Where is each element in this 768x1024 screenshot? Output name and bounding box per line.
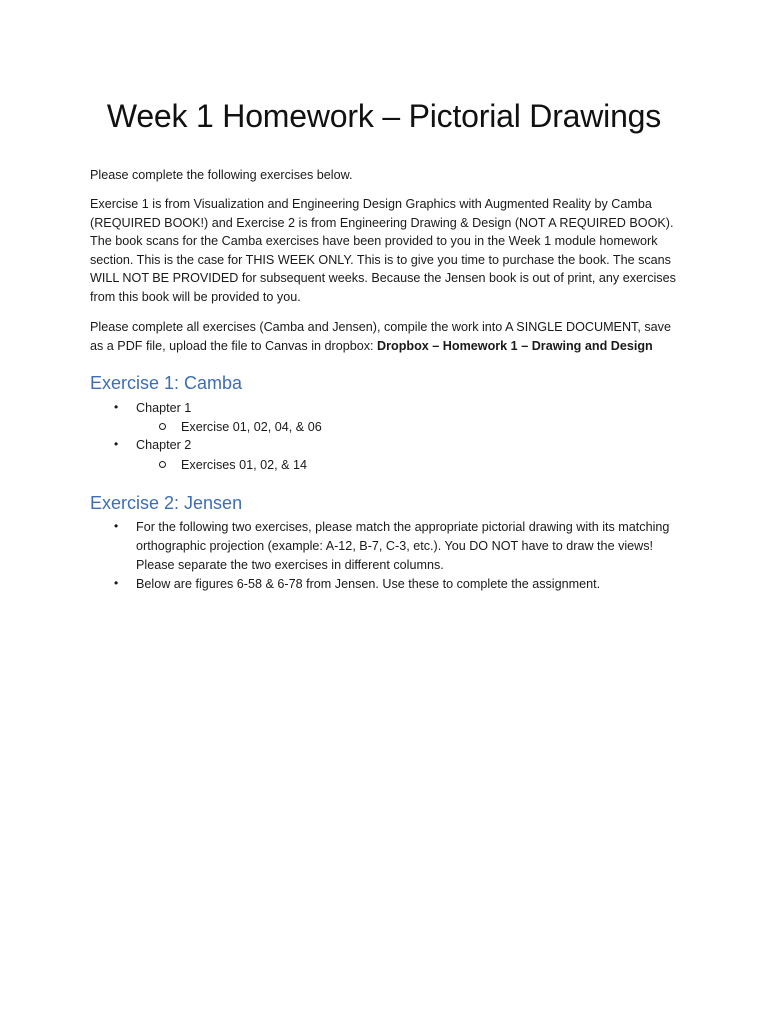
- bullet-icon: •: [114, 400, 119, 414]
- jensen-bullet-2: Below are figures 6-58 & 6-78 from Jensen. Use these to complete the assignment.: [136, 577, 601, 591]
- intro-paragraph: Please complete the following exercises below.: [90, 168, 353, 182]
- jensen-bullet-1: For the following two exercises, please match the appropriate pictorial drawing with its matching orthographic projection (example: A-12, B-7, C-3, etc.). You DO NOT have to draw the views! Please separate the two exercises in different columns.: [136, 520, 670, 572]
- exercise2-heading: Exercise 2: Jensen: [90, 493, 243, 513]
- chapter2-exercises: Exercises 01, 02, & 14: [181, 458, 308, 472]
- instructions-paragraph: Exercise 1 is from Visualization and Engineering Design Graphics with Augmented Reality by Camba (REQUIRED BOOK!) and Exercise 2 is from Engineering Drawing & Design (NOT A REQUIRED BOOK). The book scans for the Camba exercises have been provided to you in the Week 1 module homework section. This is the case for THIS WEEK ONLY. This is to give you time to purchase the book. The scans WILL NOT BE PROVIDED for subsequent weeks. Because the Jensen book is out of print, any exercises from this book will be provided to you.: [90, 197, 676, 304]
- page-title: Week 1 Homework – Pictorial Drawings: [106, 98, 662, 134]
- submission-paragraph: [90, 318, 682, 355]
- chapter2-item: Chapter 2: [136, 438, 192, 452]
- bullet-icon: •: [114, 437, 119, 451]
- sub-bullet-icon: [159, 423, 166, 430]
- bullet-icon: •: [114, 576, 119, 590]
- exercise1-heading: Exercise 1: Camba: [90, 373, 243, 393]
- bullet-icon: •: [114, 519, 119, 533]
- chapter1-item: Chapter 1: [136, 401, 192, 415]
- submission-text: Please complete all exercises (Camba and Jensen), compile the work into A SINGLE DOCUMENT, save as a PDF file, upload the file to Canvas in dropbox:: [90, 320, 671, 353]
- sub-bullet-icon: [159, 461, 166, 468]
- chapter1-exercises: Exercise 01, 02, 04, & 06: [181, 420, 322, 434]
- dropbox-name: Dropbox – Homework 1 – Drawing and Design: [377, 338, 653, 353]
